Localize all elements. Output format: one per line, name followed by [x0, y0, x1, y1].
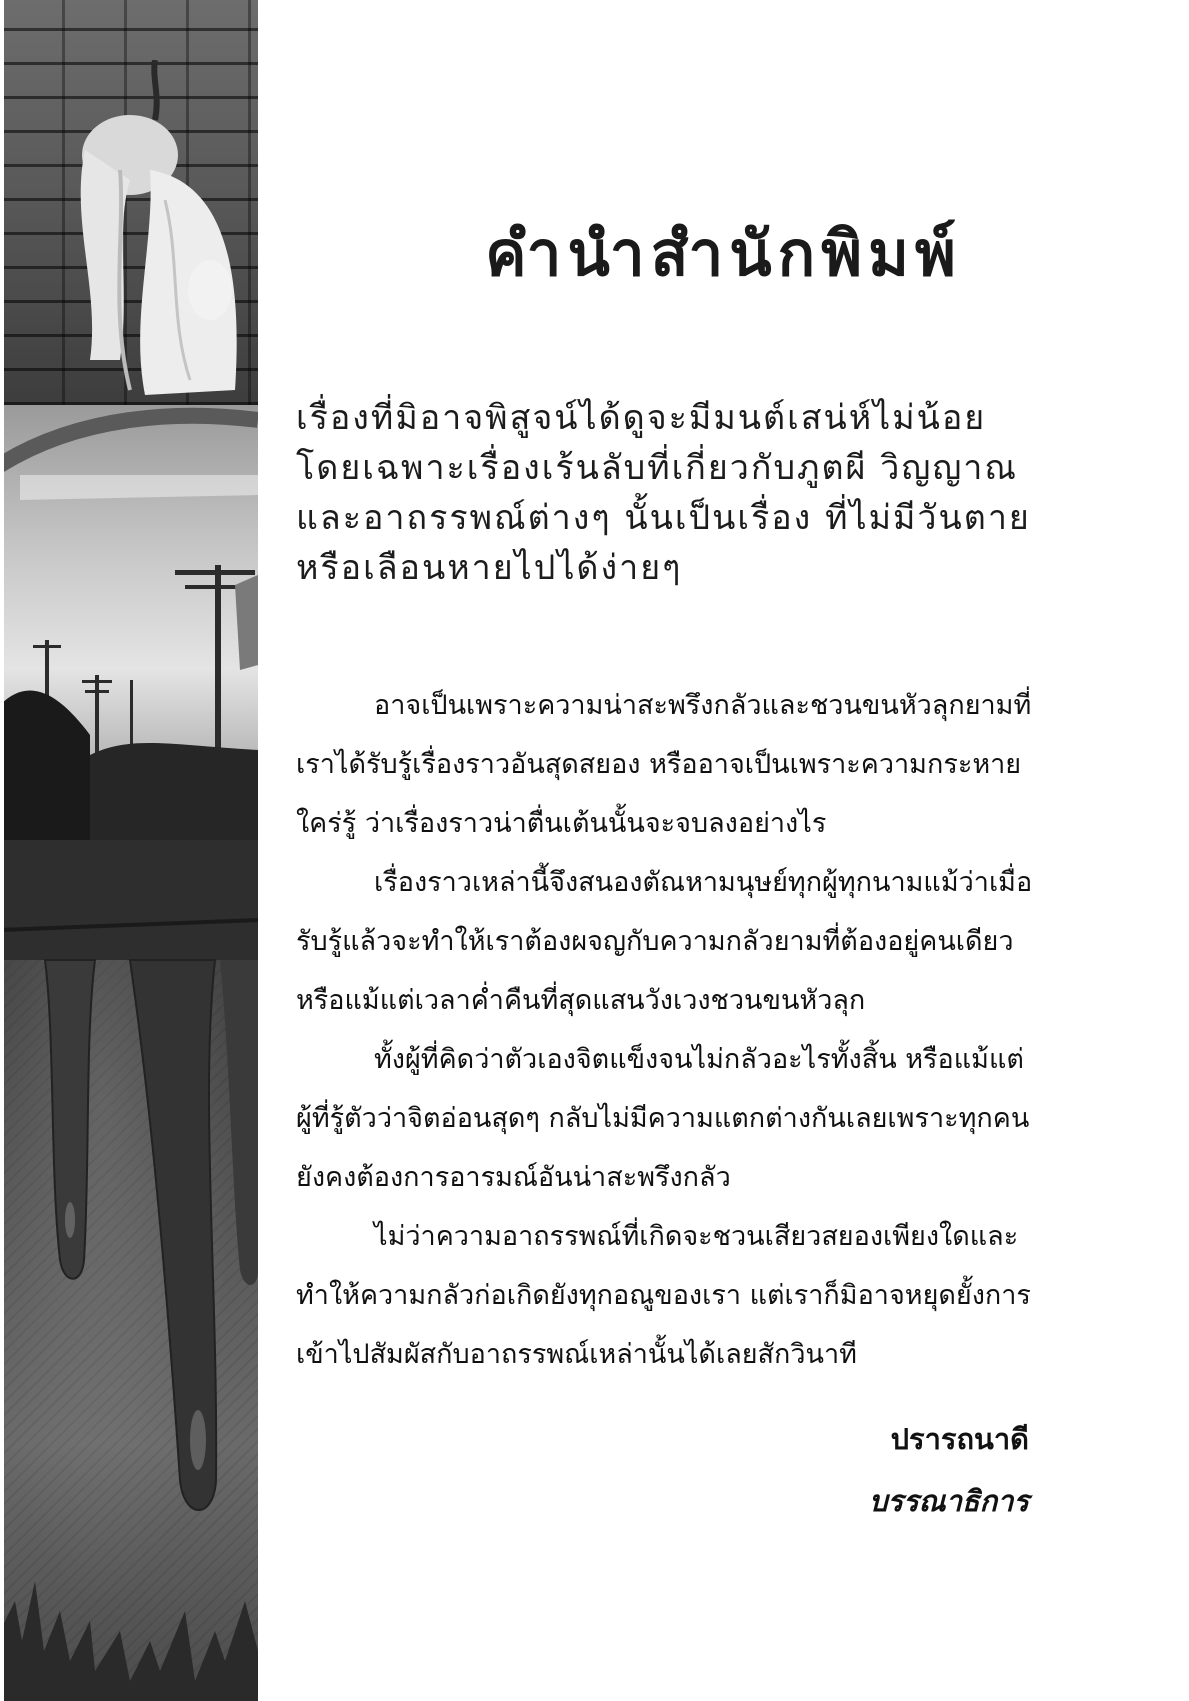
- page-margin-edge: [0, 0, 4, 1701]
- body-text: [296, 676, 1036, 1384]
- body-paragraph-1: อาจเป็นเพราะความน่าสะพรึงกลัวและชวนขนหัวลุกยามที่เราได้รับรู้เรื่องราวอันสุดสยอง หรืออาจเป็นเพราะความกระหายใคร่รู้ ว่าเรื่องราวน่าตื่นเต้นนั้นจะจบลงอย่างไร: [296, 690, 1032, 839]
- horror-collage-image: [0, 0, 258, 1701]
- telephone-poles-illustration: [0, 405, 258, 845]
- intro-paragraph: เรื่องที่มิอาจพิสูจน์ได้ดูจะมีมนต์เสน่ห์ไม่น้อย โดยเฉพาะเรื่องเร้นลับที่เกี่ยวกับภูตผี วิญญาณและอาถรรพณ์ต่างๆ นั้นเป็นเรื่อง ที่ไม่มีวันตาย หรือเลือนหายไปได้ง่ายๆ: [296, 398, 1031, 588]
- signature-block: [869, 1408, 1029, 1532]
- body-paragraph-3: ทั้งผู้ที่คิดว่าตัวเองจิตแข็งจนไม่กลัวอะไรทั้งสิ้น หรือแม้แต่ผู้ที่รู้ตัวว่าจิตอ่อนสุดๆ กลับไม่มีความแตกต่างกันเลยเพราะทุกคนยังคงต้องการอารมณ์อันน่าสะพรึงกลัว: [296, 1044, 1030, 1193]
- body-paragraph-4: ไม่ว่าความอาถรรพณ์ที่เกิดจะชวนเสียวสยองเพียงใดและทำให้ความกลัวก่อเกิดยังทุกอณูของเรา แต่เราก็มิอาจหยุดยั้งการเข้าไปสัมผัสกับอาถรรพณ์เหล่านั้นได้เลยสักวินาที: [296, 1221, 1031, 1370]
- grass-illustration: [0, 1541, 258, 1701]
- body-paragraph-2: เรื่องราวเหล่านี้จึงสนองตัณหามนุษย์ทุกผู้ทุกนามแม้ว่าเมื่อรับรู้แล้วจะทำให้เราต้องผจญกับความกลัวยามที่ต้องอยู่คนเดียว หรือแม้แต่เวลาค่ำคืนที่สุดแสนวังเวงชวนขนหัวลุก: [296, 867, 1033, 1016]
- dripping-liquid-illustration: [0, 840, 258, 1560]
- signer-title: บรรณาธิการ: [869, 1484, 1029, 1518]
- hanging-figure-illustration: [60, 60, 250, 400]
- page-title: คำนำสำนักพิมพ์: [485, 217, 962, 290]
- closing-line: ปรารถนาดี: [890, 1422, 1029, 1456]
